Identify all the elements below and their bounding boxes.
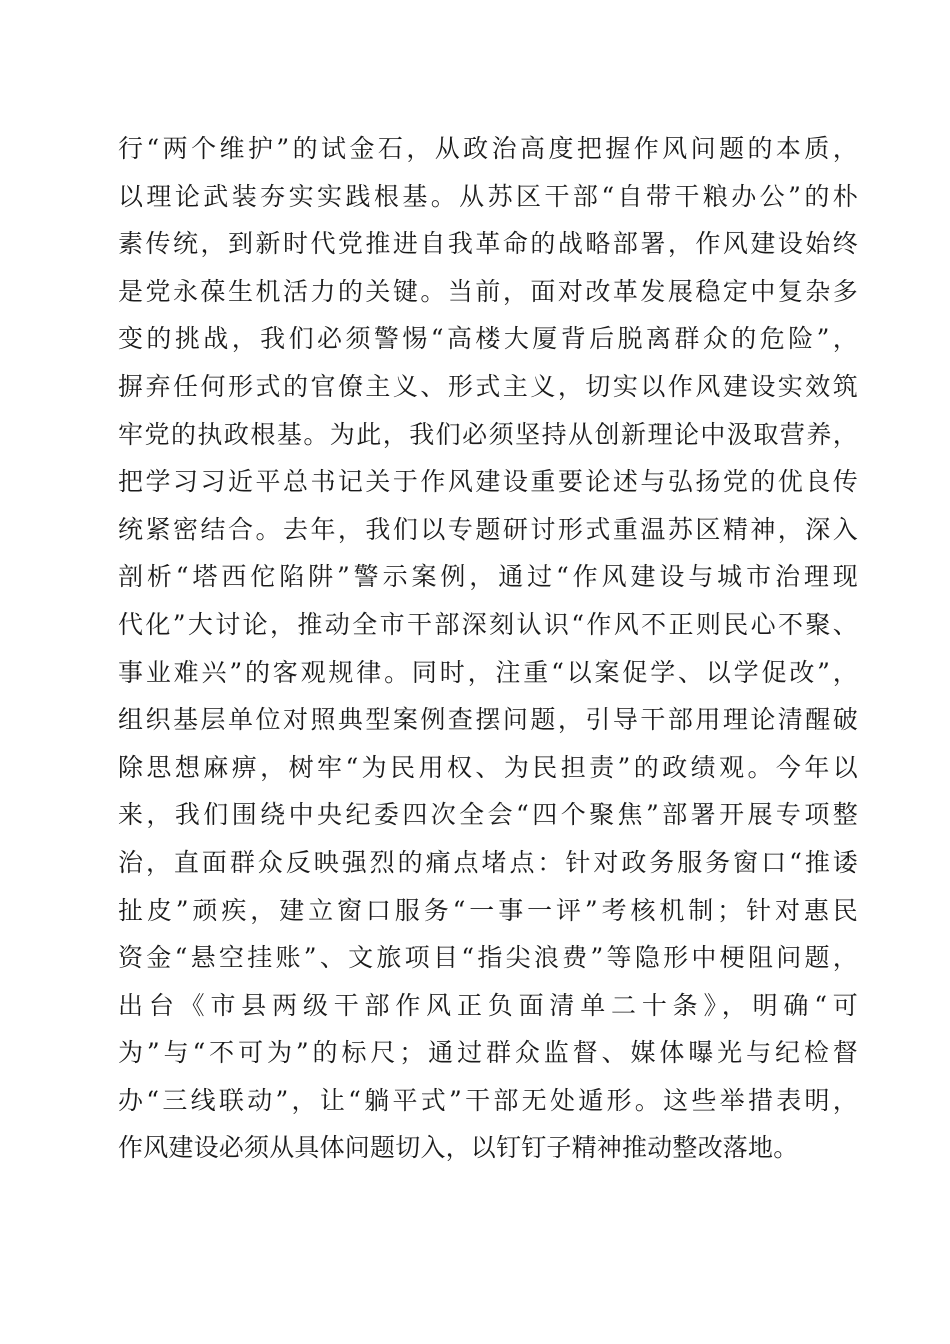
text-line: 为”与“不可为”的标尺；通过群众监督、媒体曝光与纪检督	[118, 1038, 858, 1068]
text-line: 把学习习近平总书记关于作风建设重要论述与弘扬党的优良传	[118, 467, 858, 497]
text-line: 行“两个维护”的试金石，从政治高度把握作风问题的本质，	[118, 134, 858, 163]
text-line: 除思想麻痹，树牢“为民用权、为民担责”的政绩观。今年以	[118, 752, 858, 782]
text-line: 摒弃任何形式的官僚主义、形式主义，切实以作风建设实效筑	[118, 371, 858, 401]
text-line: 变的挑战，我们必须警惕“高楼大厦背后脱离群众的危险”，	[118, 324, 858, 354]
text-line: 事业难兴”的客观规律。同时，注重“以案促学、以学促改”，	[118, 657, 858, 687]
text-line: 办“三线联动”，让“躺平式”干部无处遁形。这些举措表明，	[118, 1085, 858, 1115]
text-line: 来，我们围绕中央纪委四次全会“四个聚焦”部署开展专项整	[118, 800, 858, 830]
text-line: 素传统，到新时代党推进自我革命的战略部署，作风建设始终	[118, 229, 858, 259]
text-line-last: 作风建设必须从具体问题切入，以钉钉子精神推动整改落地。	[118, 1133, 799, 1163]
text-line: 以理论武装夯实实践根基。从苏区干部“自带干粮办公”的朴	[118, 181, 858, 211]
text-line: 统紧密结合。去年，我们以专题研讨形式重温苏区精神，深入	[118, 514, 858, 544]
text-line: 扯皮”顽疾，建立窗口服务“一事一评”考核机制；针对惠民	[118, 895, 858, 925]
text-line: 是党永葆生机活力的关键。当前，面对改革发展稳定中复杂多	[118, 276, 858, 306]
text-line: 剖析“塔西佗陷阱”警示案例，通过“作风建设与城市治理现	[118, 562, 858, 592]
body-paragraph	[118, 125, 858, 1172]
text-line: 牢党的执政根基。为此，我们必须坚持从创新理论中汲取营养，	[118, 419, 858, 449]
text-line: 资金“悬空挂账”、文旅项目“指尖浪费”等隐形中梗阻问题，	[118, 943, 858, 973]
text-line: 治，直面群众反映强烈的痛点堵点：针对政务服务窗口“推诿	[118, 847, 858, 877]
text-line: 代化”大讨论，推动全市干部深刻认识“作风不正则民心不聚、	[118, 609, 858, 639]
text-line: 出台《市县两级干部作风正负面清单二十条》，明确“可	[118, 990, 858, 1020]
text-line: 组织基层单位对照典型案例查摆问题，引导干部用理论清醒破	[118, 705, 858, 735]
